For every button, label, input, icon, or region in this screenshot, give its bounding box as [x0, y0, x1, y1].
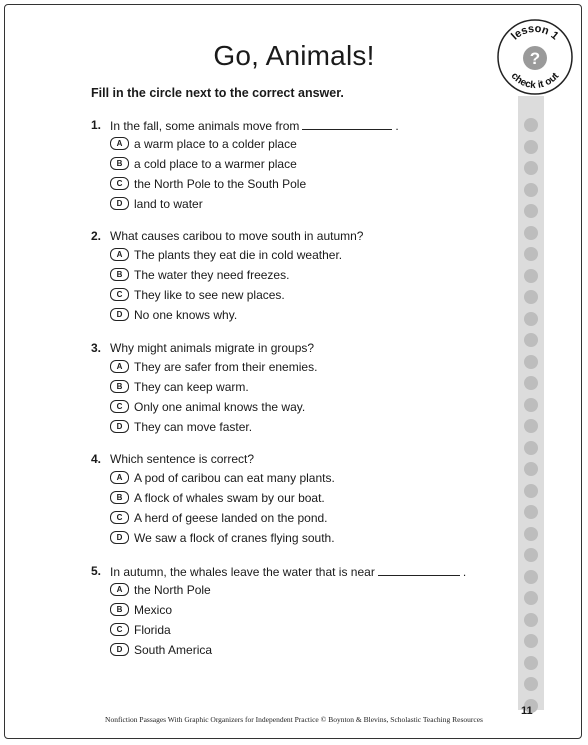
answer-option-text: A pod of caribou can eat many plants. [134, 471, 335, 485]
punch-hole [524, 570, 538, 584]
answer-option-text: We saw a flock of cranes flying south. [134, 531, 335, 545]
punch-hole [524, 398, 538, 412]
answer-option-d[interactable] [110, 420, 252, 434]
answer-option-text: No one knows why. [134, 308, 238, 322]
answer-option-text: A flock of whales swam by our boat. [134, 491, 325, 505]
answer-blank [302, 118, 392, 130]
punch-hole [524, 161, 538, 175]
instructions: Fill in the circle next to the correct answer. [91, 86, 344, 100]
answer-bubble[interactable]: D [110, 420, 129, 433]
punch-hole [524, 355, 538, 369]
punch-hole [524, 226, 538, 240]
question-text [110, 229, 363, 243]
answer-option-text: The plants they eat die in cold weather. [134, 248, 343, 262]
answer-bubble[interactable]: C [110, 288, 129, 301]
answer-bubble[interactable]: B [110, 603, 129, 616]
question-number: 4. [91, 452, 102, 466]
punch-hole [524, 312, 538, 326]
answer-option-text: Mexico [134, 603, 173, 617]
punch-hole [524, 527, 538, 541]
punch-hole [524, 484, 538, 498]
answer-bubble[interactable]: D [110, 643, 129, 656]
answer-blank [378, 564, 460, 576]
punch-hole [524, 656, 538, 670]
answer-bubble[interactable]: A [110, 248, 129, 261]
answer-bubble[interactable]: A [110, 471, 129, 484]
answer-option-text: A herd of geese landed on the pond. [134, 511, 328, 525]
question-text [110, 118, 399, 133]
answer-option-d[interactable] [110, 308, 237, 322]
answer-option-b[interactable] [110, 380, 249, 394]
question-mark-icon [523, 46, 547, 70]
punch-hole [524, 677, 538, 691]
answer-option-b[interactable] [110, 268, 289, 282]
answer-option-text: They are safer from their enemies. [134, 360, 318, 374]
answer-option-text: They like to see new places. [134, 288, 285, 302]
answer-bubble[interactable]: D [110, 531, 129, 544]
question-number: 3. [91, 341, 102, 355]
answer-option-d[interactable] [110, 643, 212, 657]
punch-strip [518, 96, 544, 710]
page-title: Go, Animals! [213, 40, 375, 71]
answer-option-a[interactable] [110, 137, 297, 151]
punch-hole [524, 591, 538, 605]
answer-option-text: The water they need freezes. [134, 268, 290, 282]
answer-option-c[interactable] [110, 400, 305, 414]
answer-option-c[interactable] [110, 623, 171, 637]
punch-hole [524, 505, 538, 519]
answer-option-d[interactable] [110, 531, 335, 545]
question-punctuation: . [395, 119, 399, 133]
answer-bubble[interactable]: C [110, 511, 129, 524]
answer-option-a[interactable] [110, 360, 317, 374]
question-prompt: In the fall, some animals move from [110, 119, 300, 133]
punch-hole [524, 441, 538, 455]
badge-top-text: lesson 1 [509, 22, 561, 43]
answer-bubble[interactable]: D [110, 308, 129, 321]
punch-hole [524, 419, 538, 433]
answer-option-a[interactable] [110, 583, 211, 597]
lesson-badge [496, 18, 574, 96]
answer-option-a[interactable] [110, 248, 342, 262]
answer-bubble[interactable]: A [110, 583, 129, 596]
punch-hole [524, 290, 538, 304]
answer-bubble[interactable]: B [110, 380, 129, 393]
answer-bubble[interactable]: B [110, 157, 129, 170]
answer-option-c[interactable] [110, 288, 285, 302]
answer-bubble[interactable]: C [110, 400, 129, 413]
answer-bubble[interactable]: B [110, 268, 129, 281]
punch-hole [524, 118, 538, 132]
answer-bubble[interactable]: D [110, 197, 129, 210]
answer-option-text: South America [134, 643, 213, 657]
punch-hole [524, 376, 538, 390]
footer-credit: Nonfiction Passages With Graphic Organizers for Independent Practice © Boynton & Blevins, Scholastic Teaching Resources [105, 715, 483, 724]
question-number: 2. [91, 229, 102, 243]
answer-bubble[interactable]: B [110, 491, 129, 504]
question-prompt: Why might animals migrate in groups? [110, 341, 315, 355]
question-number: 1. [91, 118, 102, 132]
question-prompt: Which sentence is correct? [110, 452, 255, 466]
answer-option-b[interactable] [110, 603, 172, 617]
question-number: 5. [91, 564, 102, 578]
answer-option-text: They can move faster. [134, 420, 253, 434]
punch-hole [524, 548, 538, 562]
svg-text:?: ? [529, 49, 541, 68]
question-text [110, 564, 466, 579]
question-prompt: In autumn, the whales leave the water that is near [110, 565, 375, 579]
page-number: 11 [521, 705, 533, 717]
punch-hole [524, 183, 538, 197]
answer-option-text: land to water [134, 197, 203, 211]
answer-option-b[interactable] [110, 491, 325, 505]
answer-bubble[interactable]: A [110, 360, 129, 373]
punch-hole [524, 462, 538, 476]
question-prompt: What causes caribou to move south in autumn? [110, 229, 364, 243]
answer-option-text: the North Pole to the South Pole [134, 177, 307, 191]
answer-option-text: a cold place to a warmer place [134, 157, 297, 171]
answer-option-text: They can keep warm. [134, 380, 249, 394]
question-text [110, 452, 254, 466]
punch-hole [524, 140, 538, 154]
punch-hole [524, 333, 538, 347]
answer-option-c[interactable] [110, 177, 306, 191]
answer-bubble[interactable]: A [110, 137, 129, 150]
answer-option-text: the North Pole [134, 583, 211, 597]
punch-hole [524, 613, 538, 627]
answer-option-text: Florida [134, 623, 171, 637]
badge-bottom-text: check it out [508, 70, 562, 92]
question-punctuation: . [462, 565, 467, 579]
answer-option-d[interactable] [110, 197, 203, 211]
answer-option-text: a warm place to a colder place [134, 137, 297, 151]
question-text [110, 341, 314, 355]
punch-hole [524, 204, 538, 218]
punch-hole [524, 247, 538, 261]
answer-option-c[interactable] [110, 511, 328, 525]
answer-option-b[interactable] [110, 157, 297, 171]
answer-option-text: Only one animal knows the way. [134, 400, 306, 414]
answer-bubble[interactable]: C [110, 177, 129, 190]
answer-bubble[interactable]: C [110, 623, 129, 636]
punch-hole [524, 269, 538, 283]
punch-hole [524, 634, 538, 648]
answer-option-a[interactable] [110, 471, 335, 485]
